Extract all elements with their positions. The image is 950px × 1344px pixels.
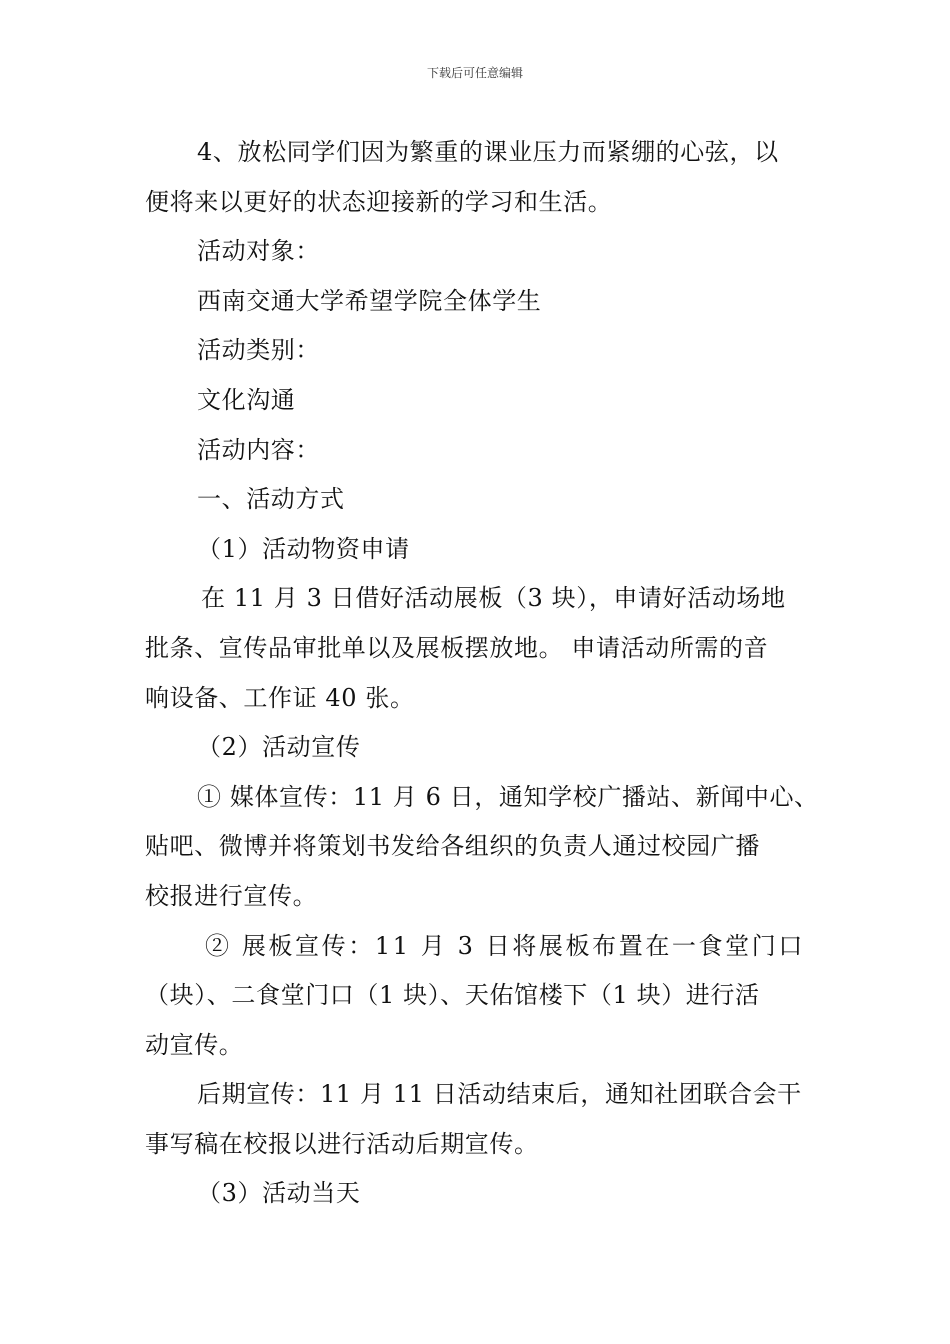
paragraph-line: （块）、二食堂门口（1 块）、天佑馆楼下（1 块）进行活 [145, 981, 760, 1010]
paragraph-line: 便将来以更好的状态迎接新的学习和生活。 [145, 187, 613, 216]
paragraph-line: 贴吧、微博并将策划书发给各组织的负责人通过校园广播 [145, 832, 760, 861]
section-label: 活动内容： [197, 435, 320, 464]
document-body [145, 128, 819, 1219]
page-header: 下载后可任意编辑 [426, 66, 523, 80]
paragraph-line: 在 11 月 3 日借好活动展板（3 块），申请好活动场地 [201, 584, 786, 613]
paragraph-line: 文化沟通 [197, 385, 296, 414]
subsection-heading: （2）活动宣传 [197, 733, 361, 762]
section-label: 活动类别： [197, 336, 320, 365]
paragraph-line: 响设备、工作证 40 张。 [145, 683, 415, 712]
paragraph-line: ① 媒体宣传：11 月 6 日，通知学校广播站、新闻中心、 [197, 782, 819, 811]
subsection-heading: （3）活动当天 [197, 1179, 361, 1208]
section-heading: 一、活动方式 [197, 485, 345, 514]
paragraph-line: 4、放松同学们因为繁重的课业压力而紧绷的心弦，以 [197, 138, 779, 166]
paragraph-line: 西南交通大学希望学院全体学生 [197, 286, 542, 315]
section-label: 活动对象： [197, 237, 320, 266]
paragraph-line: 校报进行宣传。 [145, 881, 318, 910]
paragraph-line: 动宣传。 [145, 1030, 244, 1059]
subsection-heading: （1）活动物资申请 [197, 534, 410, 563]
paragraph-line: ② 展板宣传：11 月 3 日将展板布置在一食堂门口 [205, 931, 805, 960]
paragraph-line: 事写稿在校报以进行活动后期宣传。 [145, 1129, 539, 1158]
paragraph-line: 后期宣传：11 月 11 日活动结束后，通知社团联合会干 [197, 1080, 802, 1109]
paragraph-line: 批条、宣传品审批单以及展板摆放地。 申请活动所需的音 [145, 633, 769, 662]
